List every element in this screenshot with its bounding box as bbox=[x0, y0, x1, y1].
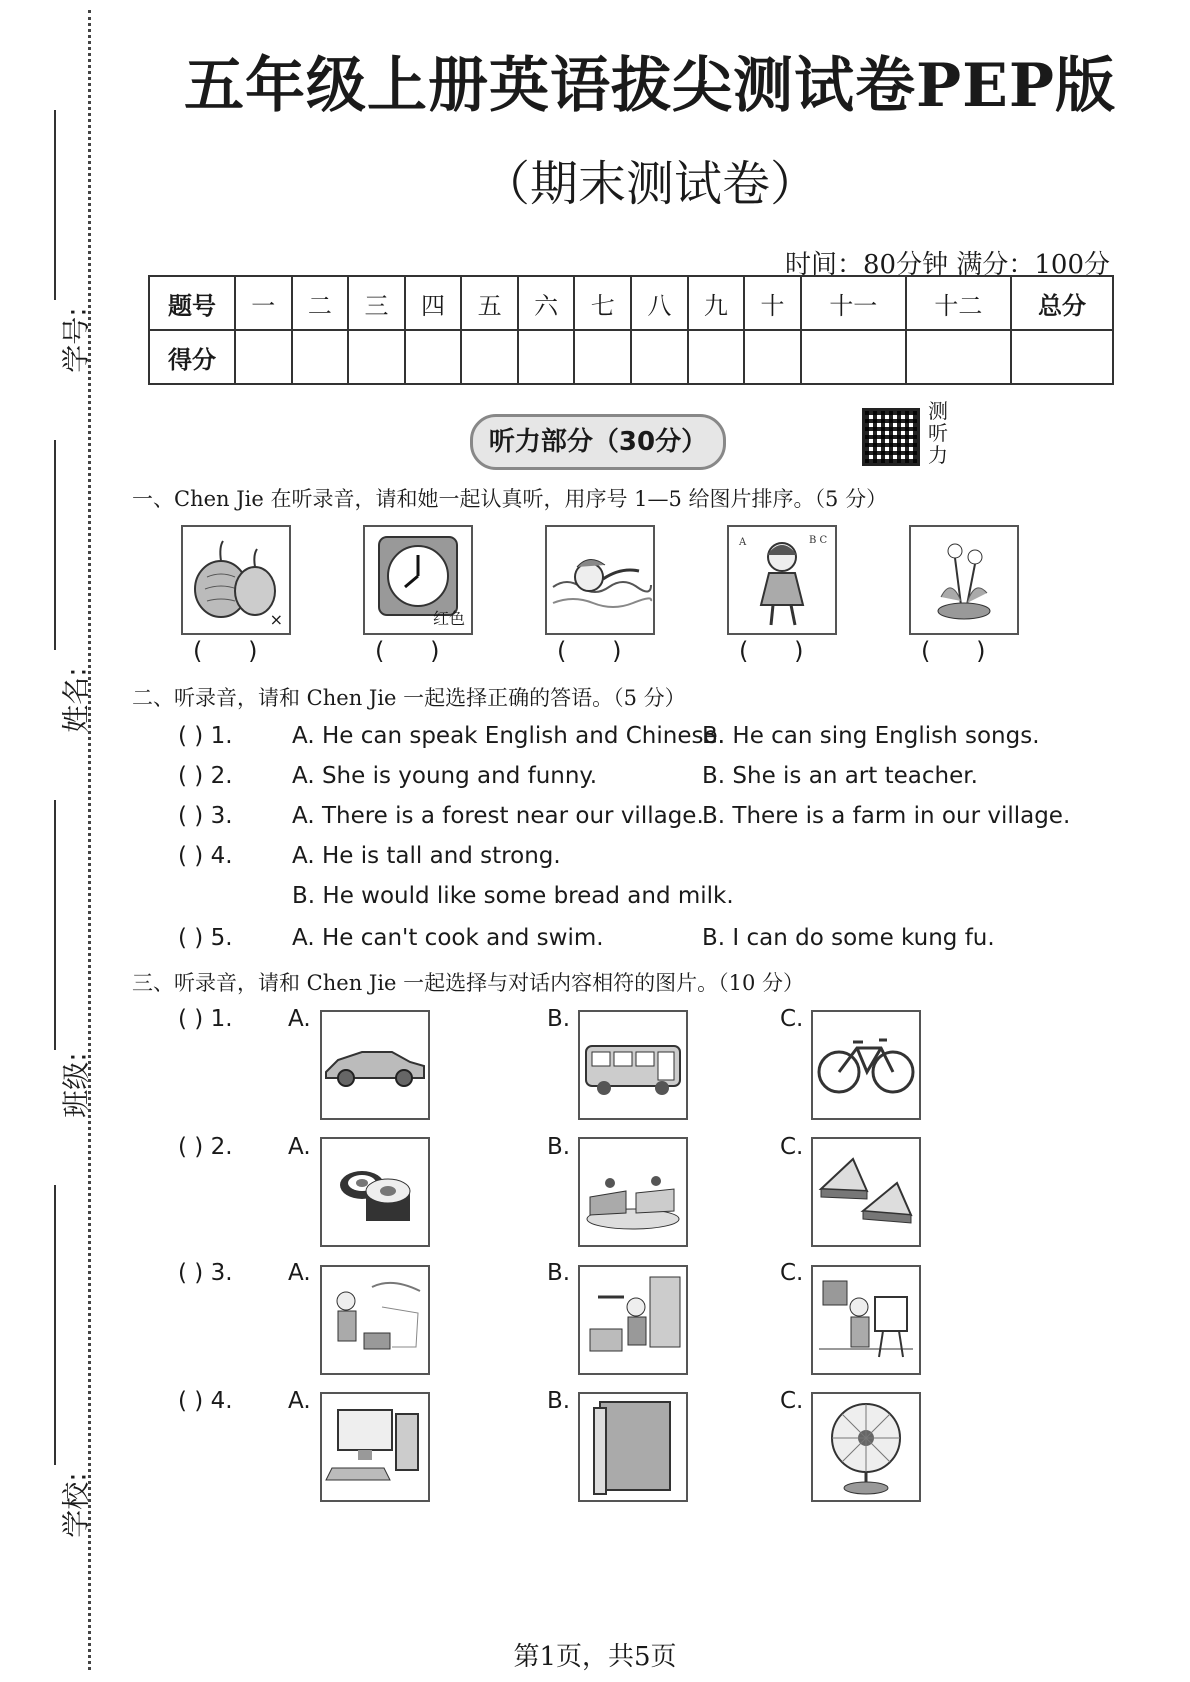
part2-q4-option-b: B. He would like some bread and milk. bbox=[292, 883, 734, 909]
score-col: 七 bbox=[574, 276, 631, 330]
total-score-cell[interactable] bbox=[1011, 330, 1113, 384]
part3-q4-picture-a[interactable] bbox=[320, 1392, 430, 1502]
part2-q3-number[interactable]: ( ) 3. bbox=[178, 803, 233, 829]
qr-label: 测听力 bbox=[928, 399, 948, 467]
part1-picture-1 bbox=[181, 525, 291, 635]
option-letter-a: A. bbox=[288, 1260, 311, 1286]
part2-question-4 bbox=[178, 843, 561, 869]
name-label: 姓名: bbox=[59, 667, 93, 733]
score-label: 得分 bbox=[149, 330, 235, 384]
part3-q2-picture-b[interactable] bbox=[578, 1137, 688, 1247]
part1-picture-2 bbox=[363, 525, 473, 635]
time-info: 时间：80分钟 满分：100分 bbox=[785, 250, 1110, 280]
part2-q4-option-a: A. He is tall and strong. bbox=[292, 843, 561, 869]
score-col: 六 bbox=[518, 276, 575, 330]
school-field[interactable] bbox=[20, 1185, 93, 1555]
sandwich-icon bbox=[813, 1139, 919, 1245]
page-number: 第1页，共5页 bbox=[513, 1642, 677, 1672]
part1-heading: 一、Chen Jie 在听录音，请和她一起认真听，用序号 1—5 给图片排序。（5 分） bbox=[132, 487, 888, 511]
bus-icon bbox=[580, 1012, 686, 1118]
student-no-label: 学号: bbox=[59, 307, 93, 373]
score-cell[interactable] bbox=[292, 330, 349, 384]
score-cell[interactable] bbox=[348, 330, 405, 384]
part3-q3-picture-b[interactable] bbox=[578, 1265, 688, 1375]
score-col: 三 bbox=[348, 276, 405, 330]
option-letter-c: C. bbox=[780, 1260, 804, 1286]
score-col: 五 bbox=[461, 276, 518, 330]
bike-icon bbox=[813, 1012, 919, 1118]
score-table-header-row bbox=[149, 276, 1113, 330]
class-field[interactable] bbox=[20, 800, 93, 1130]
part3-q3-picture-c[interactable] bbox=[811, 1265, 921, 1375]
part2-q3-option-b: B. There is a farm in our village. bbox=[702, 803, 1071, 829]
part1-answer-3[interactable]: ( ) bbox=[557, 637, 622, 665]
option-letter-b: B. bbox=[547, 1388, 571, 1414]
score-col: 九 bbox=[688, 276, 745, 330]
part1-answer-1[interactable]: ( ) bbox=[193, 637, 258, 665]
computer-icon bbox=[322, 1394, 428, 1500]
part1-picture-5 bbox=[909, 525, 1019, 635]
part2-heading: 二、听录音，请和 Chen Jie 一起选择正确的答语。（5 分） bbox=[132, 686, 686, 710]
part2-question-5 bbox=[178, 925, 995, 951]
part3-q4-picture-b[interactable] bbox=[578, 1392, 688, 1502]
score-cell[interactable] bbox=[801, 330, 906, 384]
option-letter-c: C. bbox=[780, 1388, 804, 1414]
girl-cleaning-icon bbox=[580, 1267, 686, 1373]
part1-answer-2[interactable]: ( ) bbox=[375, 637, 440, 665]
page-title: 五年级上册英语拔尖测试卷PEP版 bbox=[184, 51, 1116, 121]
car-icon bbox=[322, 1012, 428, 1118]
svg-text:A: A bbox=[739, 537, 747, 548]
swimming-girl-icon bbox=[547, 527, 653, 633]
part3-q4-picture-c[interactable] bbox=[811, 1392, 921, 1502]
listening-section-badge: 听力部分（30分） bbox=[470, 414, 726, 470]
student-no-field[interactable] bbox=[20, 110, 93, 380]
part2-q2-option-a: A. She is young and funny. bbox=[292, 763, 598, 789]
option-letter-b: B. bbox=[547, 1260, 571, 1286]
score-cell[interactable] bbox=[906, 330, 1011, 384]
option-letter-a: A. bbox=[288, 1006, 311, 1032]
part2-q1-option-b: B. He can sing English songs. bbox=[702, 723, 1040, 749]
part2-q2-option-b: B. She is an art teacher. bbox=[702, 763, 978, 789]
option-letter-b: B. bbox=[547, 1134, 571, 1160]
option-letter-a: A. bbox=[288, 1388, 311, 1414]
name-field[interactable] bbox=[20, 440, 93, 740]
score-col: 八 bbox=[631, 276, 688, 330]
part2-question-1 bbox=[178, 723, 1040, 749]
part3-q3-number[interactable]: ( ) 3. bbox=[178, 1260, 233, 1286]
part2-question-2 bbox=[178, 763, 978, 789]
girl-cooking-icon bbox=[322, 1267, 428, 1373]
option-letter-a: A. bbox=[288, 1134, 311, 1160]
part2-q1-option-a: A. He can speak English and Chinese. bbox=[292, 723, 725, 749]
class-label: 班级: bbox=[59, 1052, 93, 1118]
score-col: 十 bbox=[744, 276, 801, 330]
part1-answer-5[interactable]: ( ) bbox=[921, 637, 986, 665]
score-col: 一 bbox=[235, 276, 292, 330]
part2-q5-number[interactable]: ( ) 5. bbox=[178, 925, 233, 951]
girl-drawing-icon bbox=[813, 1267, 919, 1373]
part3-q2-picture-c[interactable] bbox=[811, 1137, 921, 1247]
part1-picture-tag: × bbox=[269, 610, 283, 629]
score-cell[interactable] bbox=[631, 330, 688, 384]
binding-margin bbox=[0, 0, 92, 1682]
score-cell[interactable] bbox=[574, 330, 631, 384]
svg-text:B C: B C bbox=[809, 535, 828, 546]
score-cell[interactable] bbox=[688, 330, 745, 384]
option-letter-c: C. bbox=[780, 1006, 804, 1032]
score-cell[interactable] bbox=[744, 330, 801, 384]
part2-question-3 bbox=[178, 803, 1070, 829]
singing-girl-icon bbox=[729, 527, 835, 633]
qr-code-icon[interactable] bbox=[862, 408, 920, 466]
part1-picture-3 bbox=[545, 525, 655, 635]
score-cell[interactable] bbox=[405, 330, 462, 384]
score-cell[interactable] bbox=[461, 330, 518, 384]
score-table-score-row bbox=[149, 330, 1113, 384]
part3-q1-picture-c[interactable] bbox=[811, 1010, 921, 1120]
part3-q1-number[interactable]: ( ) 1. bbox=[178, 1006, 233, 1032]
flower-icon bbox=[911, 527, 1017, 633]
part3-q1-picture-a[interactable] bbox=[320, 1010, 430, 1120]
school-label: 学校: bbox=[59, 1472, 93, 1538]
part2-q4-number[interactable]: ( ) 4. bbox=[178, 843, 233, 869]
score-cell[interactable] bbox=[518, 330, 575, 384]
part1-picture-tag: 红色 bbox=[432, 609, 465, 628]
part3-q4-number[interactable]: ( ) 4. bbox=[178, 1388, 233, 1414]
page-subtitle: （期末测试卷） bbox=[481, 156, 818, 212]
score-cell[interactable] bbox=[235, 330, 292, 384]
score-col: 二 bbox=[292, 276, 349, 330]
book-icon bbox=[580, 1394, 686, 1500]
part2-q5-option-b: B. I can do some kung fu. bbox=[702, 925, 995, 951]
sushi-icon bbox=[322, 1139, 428, 1245]
part2-q3-option-a: A. There is a forest near our village. bbox=[292, 803, 704, 829]
part3-q3-picture-a[interactable] bbox=[320, 1265, 430, 1375]
score-col: 十二 bbox=[906, 276, 1011, 330]
part1-answer-4[interactable]: ( ) bbox=[739, 637, 804, 665]
part2-q2-number[interactable]: ( ) 2. bbox=[178, 763, 233, 789]
score-table bbox=[148, 275, 1114, 385]
part1-picture-4 bbox=[727, 525, 837, 635]
part3-q1-picture-b[interactable] bbox=[578, 1010, 688, 1120]
option-letter-c: C. bbox=[780, 1134, 804, 1160]
cake-icon bbox=[580, 1139, 686, 1245]
score-col: 四 bbox=[405, 276, 462, 330]
fan-icon bbox=[813, 1394, 919, 1500]
part3-heading: 三、听录音，请和 Chen Jie 一起选择与对话内容相符的图片。（10 分） bbox=[132, 971, 805, 995]
cut-line bbox=[88, 10, 91, 1670]
score-col: 十一 bbox=[801, 276, 906, 330]
part2-q1-number[interactable]: ( ) 1. bbox=[178, 723, 233, 749]
part3-q2-number[interactable]: ( ) 2. bbox=[178, 1134, 233, 1160]
part3-q2-picture-a[interactable] bbox=[320, 1137, 430, 1247]
question-no-label: 题号 bbox=[149, 276, 235, 330]
option-letter-b: B. bbox=[547, 1006, 571, 1032]
part2-q5-option-a: A. He can't cook and swim. bbox=[292, 925, 604, 951]
total-label: 总分 bbox=[1011, 276, 1113, 330]
